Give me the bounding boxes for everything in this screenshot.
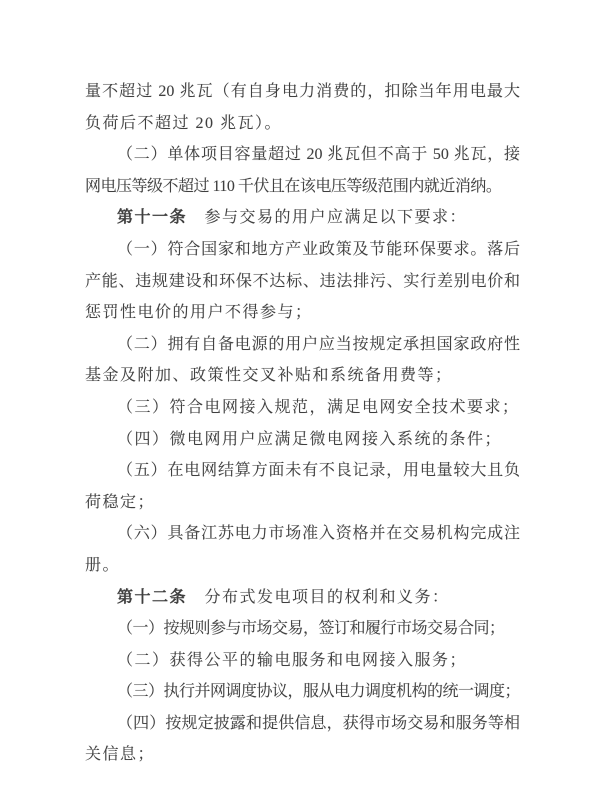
line-text: （二）获得公平的输电服务和电网接入服务；	[117, 651, 468, 669]
text-line	[85, 613, 520, 645]
text-line	[85, 234, 520, 266]
line-text: 基金及附加、政策性交叉补贴和系统备用费等；	[85, 367, 453, 385]
line-text: （三）执行并网调度协议，服从电力调度机构的统一调度；	[117, 683, 521, 701]
line-text: （一）符合国家和地方产业政策及节能环保要求。落后	[117, 240, 520, 258]
line-text: 负荷后不超过 20 兆瓦）。	[85, 114, 283, 132]
article-heading	[85, 582, 520, 614]
line-text: （四）按规定披露和提供信息，获得市场交易和服务等相	[117, 714, 520, 732]
text-line	[85, 487, 520, 519]
line-text: 量不超过 20 兆瓦（有自身电力消费的，扣除当年用电最大	[85, 83, 520, 100]
line-text: 关信息；	[85, 746, 156, 764]
article-number: 第十一条	[117, 209, 188, 227]
article-number: 第十二条	[117, 588, 188, 606]
article-title: 分布式发电项目的权利和义务：	[187, 588, 450, 606]
line-text: （二）拥有自备电源的用户应当按规定承担国家政府性	[117, 335, 520, 353]
line-text: （一）按规则参与市场交易，签订和履行市场交易合同；	[117, 620, 505, 638]
line-text: （三）符合电网接入规范，满足电网安全技术要求；	[117, 398, 520, 416]
text-line	[85, 455, 520, 487]
article-title: 参与交易的用户应满足以下要求：	[187, 209, 468, 227]
text-line	[85, 424, 520, 456]
line-text: 惩罚性电价的用户不得参与；	[85, 304, 313, 322]
text-line	[85, 76, 520, 108]
text-line	[85, 392, 520, 424]
line-text: （五）在电网结算方面未有不良记录，用电量较大且负	[117, 462, 520, 480]
line-text: （四）微电网用户应满足微电网接入系统的条件；	[117, 430, 503, 448]
text-line	[85, 108, 520, 140]
line-text: 网电压等级不超过 110 千伏且在该电压等级范围内就近消纳。	[85, 177, 502, 195]
line-text: （二）单体项目容量超过 20 兆瓦但不高于 50 兆瓦，接	[117, 146, 520, 164]
line-text: （六）具备江苏电力市场准入资格并在交易机构完成注	[117, 525, 520, 543]
text-line	[85, 518, 520, 550]
text-line	[85, 266, 520, 298]
article-heading	[85, 202, 520, 234]
line-text: 荷稳定；	[85, 493, 156, 511]
text-line	[85, 676, 520, 708]
line-text: 册。	[85, 556, 121, 574]
text-line	[85, 329, 520, 361]
text-line	[85, 139, 520, 171]
text-line	[85, 645, 520, 677]
text-line	[85, 739, 520, 771]
text-line	[85, 708, 520, 740]
text-line	[85, 550, 520, 582]
text-line	[85, 360, 520, 392]
text-line	[85, 297, 520, 329]
text-line	[85, 171, 520, 203]
line-text: 产能、违规建设和环保不达标、违法排污、实行差别电价和	[85, 272, 520, 290]
